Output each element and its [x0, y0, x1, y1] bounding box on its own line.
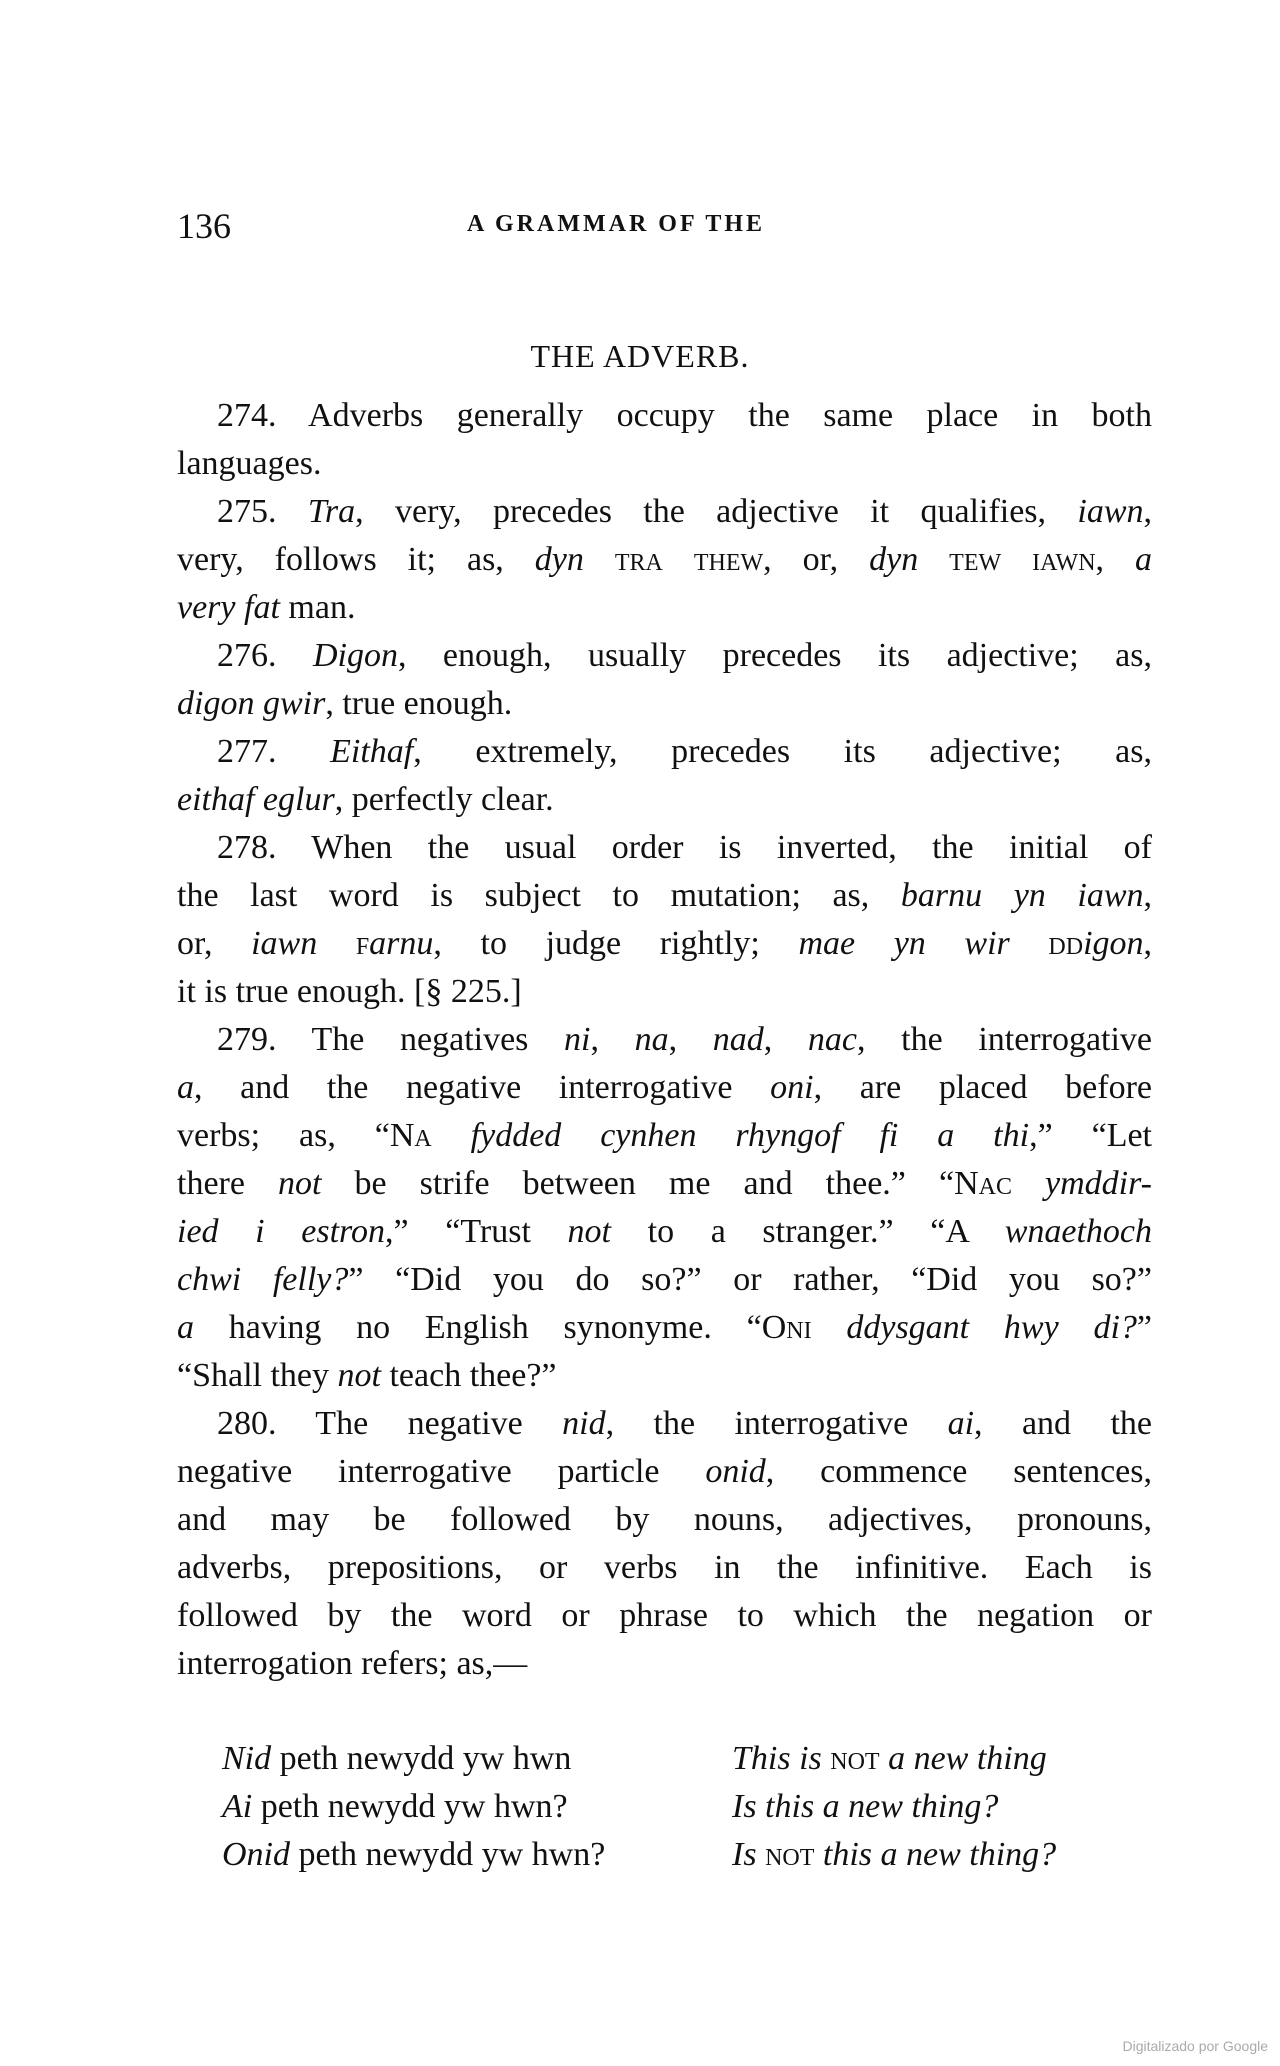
italic-text: Is this a new thing?	[732, 1788, 999, 1825]
text-line	[177, 1448, 1152, 1496]
text: , enough, usually precedes its adjective; as,	[397, 637, 1152, 674]
text-line	[177, 1160, 1152, 1208]
text-line	[177, 536, 1152, 584]
italic-text: a	[177, 1309, 194, 1346]
text-line	[177, 872, 1152, 920]
text: , perfectly clear.	[334, 781, 554, 818]
text-line	[177, 1640, 1152, 1688]
italic-text: igon	[1083, 925, 1144, 962]
italic-text: dyn	[534, 541, 584, 578]
text: ,” “Let	[1029, 1117, 1152, 1154]
example-row	[222, 1735, 1056, 1783]
page-number: 136	[177, 206, 231, 246]
text: the last word is subject to mutation; as,	[177, 877, 901, 914]
english-translation	[732, 1735, 1047, 1783]
italic-text: iawn	[1077, 493, 1144, 530]
text-line	[177, 776, 1152, 824]
italic-text: barnu yn iawn	[900, 877, 1144, 914]
text: , the interrogative	[605, 1405, 948, 1442]
italic-text: fydded cynhen rhyngof fi a thi	[470, 1117, 1030, 1154]
text-line	[177, 1256, 1152, 1304]
text: teach thee?”	[380, 1357, 557, 1394]
italic-text: onid	[705, 1453, 766, 1490]
text-line	[177, 1016, 1152, 1064]
text: , or,	[763, 541, 870, 578]
italic-text: Nid	[222, 1740, 272, 1777]
italic-text: very fat	[177, 589, 280, 626]
italic-text: not	[337, 1357, 381, 1394]
italic-text: chwi felly?	[177, 1261, 349, 1298]
italic-text: dyn	[869, 541, 919, 578]
text: , extremely, precedes its adjective; as,	[413, 733, 1152, 770]
watermark: Digitalizado por Google	[1122, 2038, 1268, 2054]
italic-text: Is	[732, 1836, 766, 1873]
italic-text: Tra	[307, 493, 356, 530]
italic-text: Ai	[222, 1788, 253, 1825]
italic-text: ddysgant hwy di?	[846, 1309, 1137, 1346]
italic-text: ymddir-	[1045, 1165, 1152, 1202]
text: ,	[668, 1021, 713, 1058]
text: 280. The negative	[217, 1405, 563, 1442]
text-line	[177, 968, 1152, 1016]
italic-text: arnu	[369, 925, 434, 962]
italic-text: nad	[712, 1021, 764, 1058]
small-caps-text: dd	[1009, 925, 1084, 962]
italic-text: na	[634, 1021, 669, 1058]
italic-text: nid	[562, 1405, 606, 1442]
text: ,	[1143, 925, 1153, 962]
english-translation	[732, 1831, 1056, 1879]
text: and may be followed by nouns, adjectives, pronouns,	[177, 1501, 1152, 1538]
text: there	[177, 1165, 279, 1202]
text-line	[177, 1304, 1152, 1352]
text	[812, 1309, 847, 1346]
text: it is true enough. [§ 225.]	[177, 973, 522, 1010]
italic-text: ied i estron	[177, 1213, 385, 1250]
text: adverbs, prepositions, or verbs in the infinitive. Each is	[177, 1549, 1152, 1586]
text-line	[177, 1592, 1152, 1640]
small-caps-text: not	[830, 1740, 880, 1777]
small-caps-text: tra thew	[583, 541, 764, 578]
small-caps-text: Na	[389, 1117, 432, 1154]
text: 279. The negatives	[217, 1021, 565, 1058]
italic-text: wnaethoch	[1004, 1213, 1152, 1250]
text: peth newydd yw hwn	[271, 1740, 572, 1777]
small-caps-text: f	[317, 925, 370, 962]
text: , commence sentences,	[765, 1453, 1152, 1490]
text-line	[177, 824, 1152, 872]
text: ,	[590, 1021, 635, 1058]
text: ”	[1136, 1309, 1152, 1346]
italic-text: iawn	[251, 925, 318, 962]
italic-text: not	[567, 1213, 611, 1250]
text: be strife between me and thee.” “	[321, 1165, 955, 1202]
section-title: THE ADVERB.	[530, 338, 750, 374]
text: verbs; as, “	[177, 1117, 390, 1154]
text: , the interrogative	[857, 1021, 1153, 1058]
italic-text: a	[177, 1069, 194, 1106]
text-line	[177, 728, 1152, 776]
text: 277.	[217, 733, 331, 770]
text: , are placed before	[813, 1069, 1152, 1106]
text-line	[177, 1208, 1152, 1256]
text: , true enough.	[325, 685, 513, 722]
text: ,	[763, 1021, 808, 1058]
italic-text: Digon	[312, 637, 398, 674]
text: 274. Adverbs generally occupy the same place in both	[217, 397, 1152, 434]
text-line	[177, 1064, 1152, 1112]
text: interrogation refers; as,—	[177, 1645, 528, 1682]
text: , and the	[974, 1405, 1152, 1442]
text-line	[177, 1112, 1152, 1160]
italic-text: mae yn wir	[798, 925, 1010, 962]
welsh-phrase	[222, 1783, 732, 1831]
text: man.	[279, 589, 356, 626]
italic-text: ai	[947, 1405, 975, 1442]
text: “Shall they	[177, 1357, 338, 1394]
text-line	[177, 488, 1152, 536]
text: 276.	[217, 637, 313, 674]
running-header	[177, 205, 1152, 255]
text: , very, precedes the adjective it qualifies,	[355, 493, 1078, 530]
italic-text: digon gwir	[177, 685, 326, 722]
text: peth newydd yw hwn?	[290, 1836, 606, 1873]
text-line	[177, 1544, 1152, 1592]
text-line	[177, 1496, 1152, 1544]
text-line	[177, 1352, 1152, 1400]
text: negative interrogative particle	[177, 1453, 706, 1490]
text-line	[177, 632, 1152, 680]
text: 278. When the usual order is inverted, the initial of	[217, 829, 1152, 866]
italic-text: a new thing	[879, 1740, 1047, 1777]
small-caps-text: Nac	[954, 1165, 1012, 1202]
running-title: A GRAMMAR OF THE	[467, 211, 765, 237]
italic-text: This is	[732, 1740, 831, 1777]
italic-text: ni	[564, 1021, 591, 1058]
text: ,	[1095, 541, 1136, 578]
italic-text: Onid	[222, 1836, 290, 1873]
italic-text: this a new thing?	[814, 1836, 1057, 1873]
text: ,	[1143, 493, 1153, 530]
text-line	[177, 584, 1152, 632]
text: 275.	[217, 493, 308, 530]
text	[1012, 1165, 1045, 1202]
text: peth newydd yw hwn?	[252, 1788, 568, 1825]
text: , and the negative interrogative	[194, 1069, 771, 1106]
english-translation	[732, 1783, 998, 1831]
italic-text: nac	[807, 1021, 858, 1058]
text: followed by the word or phrase to which the negation or	[177, 1597, 1152, 1634]
italic-text: a	[1135, 541, 1153, 578]
small-caps-text: Oni	[761, 1309, 812, 1346]
welsh-phrase	[222, 1831, 732, 1879]
welsh-phrase	[222, 1735, 732, 1783]
italic-text: not	[278, 1165, 322, 1202]
example-row	[222, 1831, 1056, 1879]
example-row	[222, 1783, 1056, 1831]
italic-text: Eithaf	[330, 733, 414, 770]
text: languages.	[177, 445, 322, 482]
examples-table	[222, 1735, 1056, 1879]
text: ,” “Trust	[385, 1213, 568, 1250]
text	[432, 1117, 471, 1154]
text: very, follows it; as,	[177, 541, 535, 578]
body-text	[177, 392, 1152, 1688]
italic-text: eithaf eglur	[177, 781, 335, 818]
text-line	[177, 392, 1152, 440]
text: ” “Did you do so?” or rather, “Did you so?”	[348, 1261, 1152, 1298]
text-line	[177, 1400, 1152, 1448]
italic-text: oni	[770, 1069, 814, 1106]
text-line	[177, 920, 1152, 968]
small-caps-text: not	[765, 1836, 815, 1873]
text-line	[177, 440, 1152, 488]
text: or,	[177, 925, 252, 962]
text: , to judge rightly;	[433, 925, 799, 962]
text-line	[177, 680, 1152, 728]
text: having no English synonyme. “	[194, 1309, 762, 1346]
small-caps-text: tew iawn	[918, 541, 1096, 578]
text: ,	[1143, 877, 1153, 914]
text: to a stranger.” “A	[610, 1213, 1005, 1250]
